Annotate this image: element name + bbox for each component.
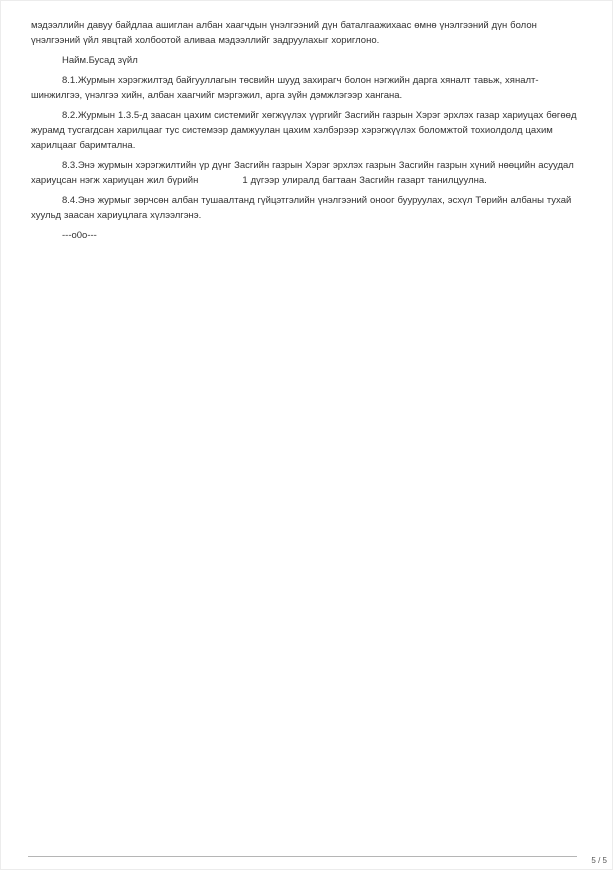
paragraph: 8.3.Энэ журмын хэрэгжилтийн үр дүнг Засгийн газрын Хэрэг эрхлэх газрын Засгийн газрын хүний нөөцийн асуудал хариуцсан нэгж хариуцан жил бүрийн 1 дүгээр улиралд багтаан Засгийн газарт танилцуулна. [31,160,574,186]
page-number: 5 / 5 [591,856,607,865]
paragraph: 8.4.Энэ журмыг зөрчсөн албан тушаалтанд гүйцэтгэлийн үнэлгээний оноог бууруулах, эсхүл Төрийн албаны тухай хуульд заасан хариуцлага хүлээлгэнэ. [31,195,572,221]
paragraph: Найм.Бусад зүйл [62,55,138,66]
document-content [1,1,612,243]
paragraph: мэдээллийн давуу байдлаа ашиглан албан хаагчдын үнэлгээний дүн баталгаажихаас өмнө үнэлгээний дүн болон үнэлгээний үйл явцтай холбоотой аливаа мэдээллийг задруулахыг хориглоно. [31,20,537,46]
footer-divider-line [28,856,577,857]
paragraph: 8.1.Журмын хэрэгжилтэд байгууллагын төсвийн шууд захирагч болон нэгжийн дарга хяналт тавьж, хяналт-шинжилгээ, үнэлгээ хийн, албан хаагчийг мэргэжил, арга зүйн дэмжлэгээр хангана. [31,75,539,101]
paragraph: ---о0о--- [62,230,97,241]
paragraph: 8.2.Журмын 1.3.5-д заасан цахим системийг хөгжүүлэх үүргийг Засгийн газрын Хэрэг эрхлэх газар хариуцах бөгөөд журамд тусгагдсан харилцааг тус системээр дамжуулан цахим хэлбэрээр хэрэгжүүлэх боломжтой тохиолдолд цахим харилцааг баримтална. [31,110,577,151]
